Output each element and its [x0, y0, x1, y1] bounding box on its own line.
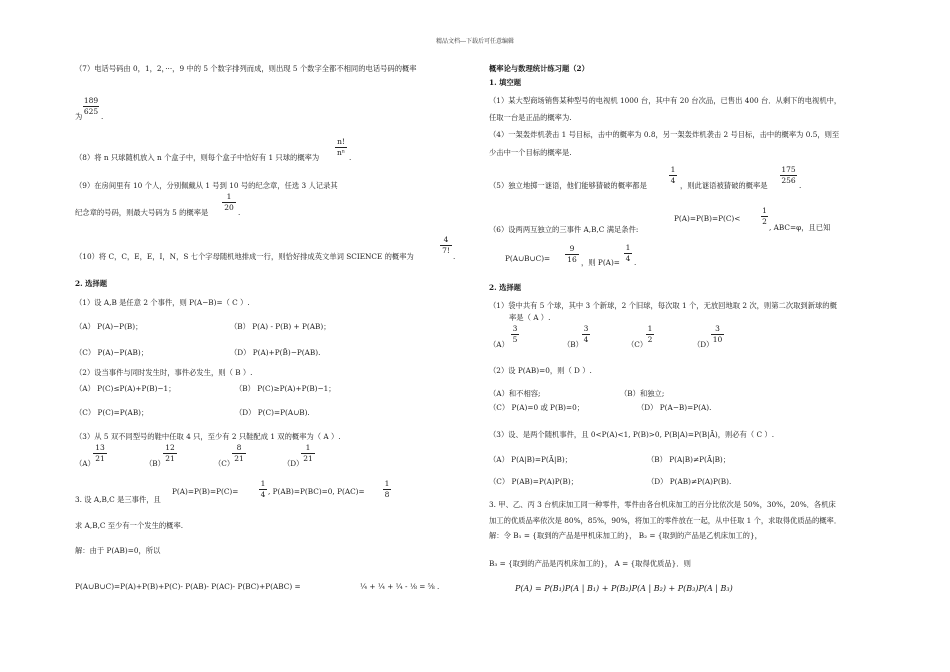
q8-fraction: n! nⁿ [336, 137, 346, 157]
q10-end: . [453, 252, 456, 261]
p3-line2: 加工的优质品率依次是 80%，85%，90%，将加工的零件放在一起，从中任取 1 个，求取得优质品的概率． [489, 516, 842, 525]
f6-eq2: , ABC=φ，且已知 [769, 223, 831, 232]
section-choice-right: 2. 选择题 [489, 283, 522, 292]
q9-fraction: 1 20 [222, 192, 236, 213]
s1-option-d: （D） [693, 340, 714, 349]
p3-eq-frac2: 1 8 [384, 479, 390, 499]
f6-end: . [634, 258, 637, 267]
q10-fraction: 4 7! [440, 235, 452, 256]
f5-end: . [799, 181, 802, 190]
c2-question: （2）设当事件与同时发生时，事件必发生，则（ B ）. [75, 368, 253, 377]
c1-option-b: （B） P(A) - P(B) + P(AB)； [230, 322, 331, 331]
c1-question: （1）设 A,B 是任意 2 个事件，则 P(A−B)=（ C ）. [75, 298, 250, 307]
page-header: 精品文档---下载后可任意编辑 [435, 38, 515, 45]
f6-fraction: 1 2 [762, 206, 767, 226]
q7-prefix: 为 [75, 112, 83, 121]
p3-eq-frac1: 1 4 [260, 479, 266, 499]
c2-option-d: （D） P(C)=P(A∪B). [235, 408, 310, 417]
f6-answer-fraction: 1 4 [625, 243, 631, 263]
c2-option-a: （A） P(C)≤P(A)+P(B)−1； [75, 384, 176, 393]
q9-line1: （9）在房间里有 10 个人，分别佩戴从 1 号到 10 号的纪念章，任选 3 人记录其 [75, 181, 338, 190]
c1-option-d: （D） P(A)+P(B̄)−P(AB). [230, 348, 321, 357]
p3-solution-formula: P(A∪B∪C)=P(A)+P(B)+P(C)- P(AB)- P(AC)- P(BC)+P(ABC) = [75, 582, 301, 591]
q8-end: . [349, 153, 352, 162]
c1-option-a: （A） P(A)−P(B)； [75, 322, 143, 331]
f6-union-fraction: 9 16 [565, 244, 579, 265]
s1-d-fraction: 3 10 [712, 324, 723, 344]
c3-question: （3）从 5 双不同型号的鞋中任取 4 只，至少有 2 只鞋配成 1 双的概率为（ A ）. [75, 432, 341, 441]
s1-option-c: （C） [627, 340, 648, 349]
s3-option-c: （C） P(AB)=P(A)P(B)； [489, 477, 578, 486]
section-fill-blank: 1. 填空题 [489, 78, 522, 87]
c3-option-d: （D） [283, 459, 304, 468]
f5-fraction2: 175 256 [781, 165, 796, 185]
s1-option-a: （A） [489, 340, 509, 349]
s1-b-fraction: 3 4 [583, 324, 589, 344]
p3-solution-start: 解：由于 P(AB)=0，所以 [75, 546, 161, 555]
s3-question: （3）设、是两个随机事件，且 0<P(A)<1, P(B)>0, P(B|A)=P(B|Ā)，则必有（ C ）. [489, 430, 775, 439]
c3-d-fraction: 1 21 [301, 443, 315, 464]
c3-b-fraction: 12 21 [163, 443, 177, 464]
s2-question: （2）设 P(AB)=0，则（ D ）. [489, 366, 592, 375]
f6-eq: P(A)=P(B)=P(C)< [674, 214, 741, 223]
s2-option-b: （B）和独立; [620, 389, 665, 398]
c3-option-c: （C） [214, 459, 235, 468]
q7-end: . [101, 112, 104, 121]
c3-option-a: （A） [75, 459, 95, 468]
s3-option-a: （A） P(A|B)=P(Ā|B)； [489, 455, 572, 464]
p3-intro: 3. 设 A,B,C 是三事件，且 [75, 495, 161, 504]
f4-line1: （4）一架轰炸机袭击 1 号目标，击中的概率为 0.8，另一架轰炸机袭击 2 号目标，击中的概率为 0.5，则至 [489, 130, 840, 139]
s1-c-fraction: 1 2 [647, 324, 653, 344]
q10-text: （10）将 C，C，E，E，I，N，S 七个字母随机地排成一行，则恰好排成英文单词 SCIENCE 的概率为 [75, 252, 414, 261]
f6-answer: ，则 P(A)= [581, 258, 620, 267]
c3-option-b: （B） [145, 459, 165, 468]
p3-solution-result: ¼ + ¼ + ¼ - ⅛ = ⅝ . [360, 582, 440, 591]
f1-line1: （1）某大型商场销售某种型号的电视机 1000 台，其中有 20 台次品，已售出 400 台．从剩下的电视机中， [489, 96, 842, 105]
c3-c-fraction: 8 21 [232, 443, 246, 464]
p3-line3: 解：令 B₁ = {取到的产品是甲机床加工的}， B₂ = {取到的产品是乙机床加工的}， [489, 531, 762, 540]
section-choice-left: 2. 选择题 [75, 279, 108, 288]
s3-option-b: （B） P(A|B)≠P(Ā|B)； [647, 455, 731, 464]
s1-line2: 率是（ A ）. [509, 313, 551, 322]
s3-option-d: （D） P(AB)≠P(A)P(B). [647, 477, 732, 486]
p3-line1: 3. 甲、乙、丙 3 台机床加工同一种零件，零件由各台机床加工的百分比依次是 50%，30%，20%．各机床 [489, 500, 836, 509]
s2-option-c: （C） P(A)=0 或 P(B)=0； [489, 403, 585, 412]
exercise-title: 概率论与数理统计练习题（2） [489, 64, 589, 73]
f1-line2: 任取一台是正品的概率为. [489, 113, 572, 122]
s1-a-fraction: 3 5 [512, 324, 518, 344]
c1-option-c: （C） P(A)−P(AB)； [75, 348, 149, 357]
f6-union: P(A∪B∪C)= [505, 254, 551, 263]
f5-text2: ，则此谜语被猜破的概率是 [680, 181, 768, 190]
q7-fraction: 189 625 [83, 96, 99, 116]
f6-text: （6）设两两互独立的三事件 A,B,C 满足条件: [489, 225, 639, 234]
p3-line4: B₃ = {取到的产品是丙机床加工的}， A = {取得优质品}．则 [489, 559, 691, 568]
s1-option-b: （B） [563, 340, 583, 349]
q8-text: （8）将 n 只球随机放入 n 个盒子中，则每个盒子中恰好有 1 只球的概率为 [75, 153, 320, 162]
f5-fraction1: 1 4 [670, 165, 676, 185]
p3-total-probability-formula: P(A) = P(B₁)P(A | B₁) + P(B₂)P(A | B₂) + P(B₃)P(A | B₃) [515, 584, 733, 593]
q7-text: （7）电话号码由 0，1，2，···，9 中的 5 个数字排列而成，则出现 5 个数字全都不相同的电话号码的概率 [75, 64, 417, 73]
p3-question: 求 A,B,C 至少有一个发生的概率. [75, 521, 184, 530]
c3-a-fraction: 13 21 [93, 443, 107, 464]
p3-eq-part1: P(A)=P(B)=P(C)= [172, 487, 239, 496]
c2-option-b: （B） P(C)≥P(A)+P(B)−1； [235, 384, 336, 393]
s2-option-a: （A）和不相容; [489, 389, 541, 398]
f5-text: （5）独立地掷一谜语，他们能够猜破的概率都是 [489, 181, 647, 190]
q9-line2: 纪念章的号码，则最大号码为 5 的概率是 [75, 208, 209, 217]
q9-end: . [238, 208, 241, 217]
s2-option-d: （D） P(A−B)=P(A). [637, 403, 712, 412]
c2-option-c: （C） P(C)=P(AB)； [75, 408, 149, 417]
f4-line2: 少击中一个目标的概率是. [489, 148, 572, 157]
s1-line1: （1）袋中共有 5 个球，其中 3 个新球，2 个旧球，每次取 1 个，无放回地取 2 次，则第二次取到新球的概 [489, 301, 837, 310]
p3-eq-part2: , P(AB)=P(BC)=0, P(AC)= [268, 487, 365, 496]
